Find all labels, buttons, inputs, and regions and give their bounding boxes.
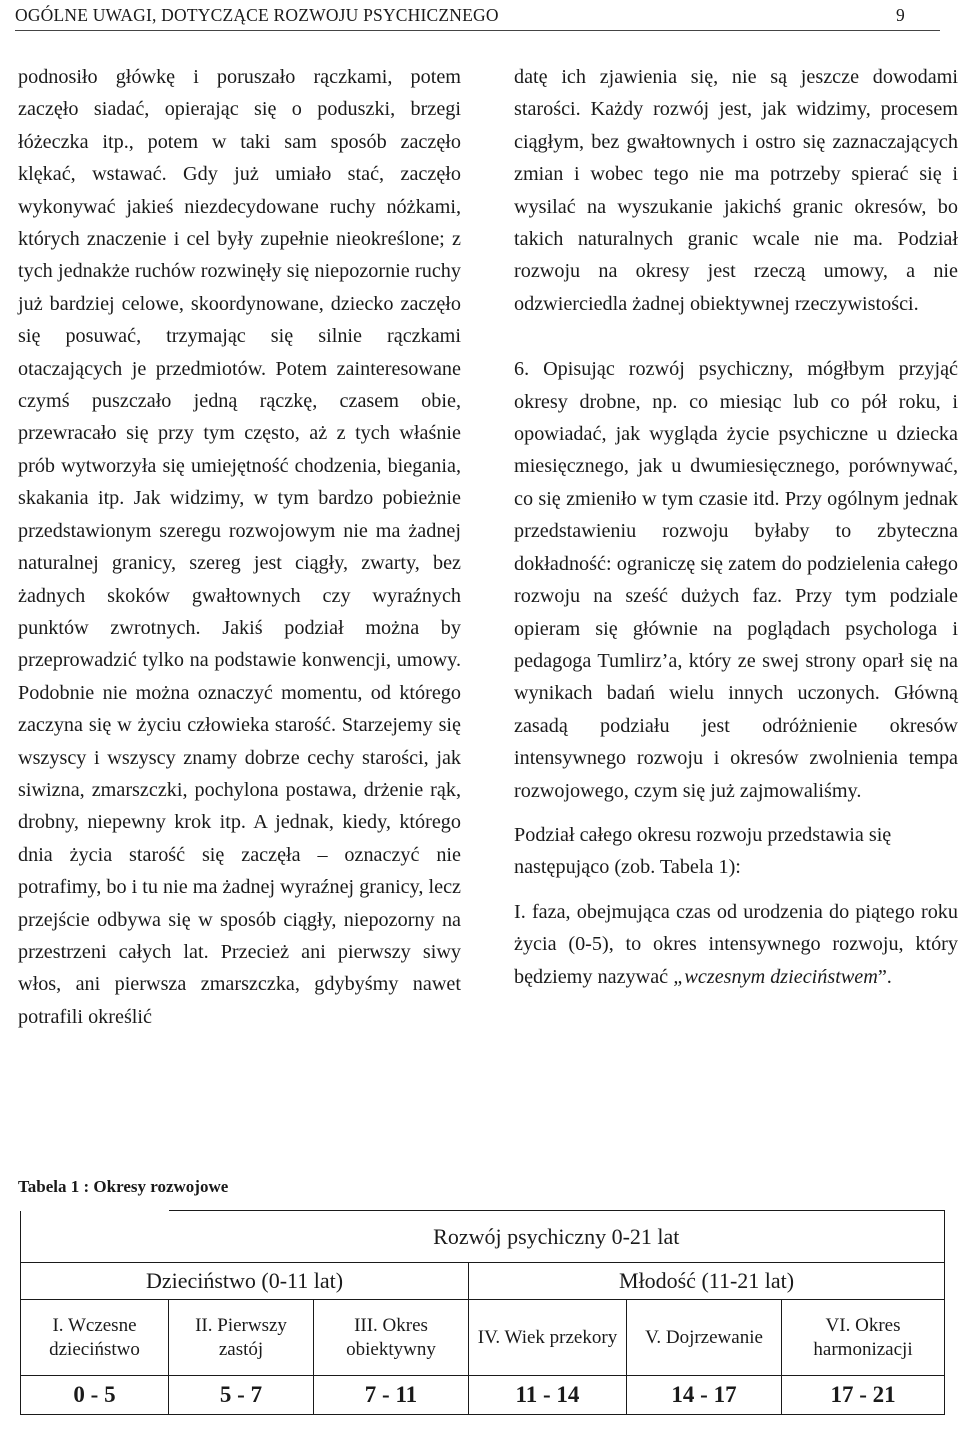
paragraph-4-text: I. faza, obejmująca czas od urodzenia do piątego roku życia (0-5), to okres intensywnego rozwoju, który będziemy nazywać: [514, 900, 958, 988]
age-cell: 14 - 17: [627, 1376, 782, 1415]
page-number: 9: [896, 5, 905, 25]
term-early-childhood: „wczesnym dzieciństwem: [673, 965, 878, 988]
table-age-row: [21, 1376, 945, 1415]
page-header: [15, 0, 940, 31]
left-paragraph: podnosiło główkę i poruszało rączkami, potem zaczęło siadać, opierając się o poduszki, brzegi łóżeczka itp., potem w taki sam sposób zaczęło klękać, wstawać. Gdy już umiało stać, zaczęło wykonywać jakieś niezdecydowane ruchy nóżkami, których znaczenie i cel były zupełnie nieokreślone; z tych jednakże ruchów rozwinęły się niepozornie ruchy już bardziej celowe, skoordynowane, dziecko zaczęło się posuwać, trzymając się silnie rączkami otaczających je przedmiotów. Potem zainteresowane czymś puszczało jedną rączkę, czasem obie, przewracało się przy tym często, aż z tych właśnie prób wytworzyła się umiejętność chodzenia, biegania, skakania itp. Jak widzimy, w tym bardzo pobieżnie przedstawionym szeregu rozwojowym nie ma żadnej naturalnej granicy, szereg jest ciągły, zwarty, bez żadnych skoków gwałtownych czy wyraźnych punktów zwrotnych. Jakiś podział można by przeprowadzić tylko na podstawie konwencji, umowy. Podobnie nie można oznaczyć momentu, od którego zaczyna się w życiu człowieka starość. Starzejemy się wszyscy i wszyscy znamy dobrze cechy starości, jak siwizna, zmarszczki, pochylona postawa, drżenie rąk, drobny, niepewny krok itp. A jednak, kiedy, którego dnia życia starość się zaczęła – oznaczyć nie potrafimy, bo i tu nie ma żadnej wyraźnej granicy, lecz przejście odbywa się w sposób ciągły, niepozorny na przestrzeni całych lat. Przecież ani pierwszy siwy włos, ani pierwsza zmarszczka, gdybyśmy nawet potrafili określić: [18, 66, 461, 1028]
main-header-cell: Rozwój psychiczny 0-21 lat: [169, 1211, 945, 1263]
development-periods-table: [20, 1210, 945, 1415]
age-cell: 5 - 7: [169, 1376, 314, 1415]
right-paragraph-2: 6. Opisując rozwój psychiczny, mógłbym przyjąć okresy drobne, np. co miesiąc lub co pół roku, i opowiadać, jak wygląda życie psychiczne u dziecka miesięcznego, jak u dwumiesięcznego, porównywać, co się zmieniło w tym czasie itd. Przy ogólnym jednak przedstawieniu rozwoju byłaby to zbyteczna dokładność: ograniczę się zatem do podzielenia całego rozwoju na sześć dużych faz. Przy tym podziale opieram się głównie na poglądach psychologa i pedagoga Tumlirz’a, który ze swej strony oparł się na wynikach badań wielu innych uczonych. Główną zasadą podziału jest odróżnienie okresów intensywnego rozwoju i okresów zwolnienia tempa rozwojowego, czym się już zajmowaliśmy.: [514, 358, 958, 802]
stage-cell: I. Wczesne dzieciństwo: [21, 1300, 169, 1376]
age-cell: 17 - 21: [782, 1376, 945, 1415]
table-caption: Tabela 1 : Okresy rozwojowe: [18, 1177, 229, 1196]
left-column: [18, 61, 461, 1033]
stage-cell: IV. Wiek przekory: [469, 1300, 627, 1376]
table-blank-cell: [21, 1211, 169, 1263]
age-cell: 0 - 5: [21, 1376, 169, 1415]
age-cell: 11 - 14: [469, 1376, 627, 1415]
right-column: [514, 61, 958, 993]
stage-cell: V. Dojrzewanie: [627, 1300, 782, 1376]
stage-cell: VI. Okres harmonizacji: [782, 1300, 945, 1376]
stage-cell: II. Pierwszy zastój: [169, 1300, 314, 1376]
right-paragraph-1: datę ich zjawienia się, nie są jeszcze dowodami starości. Każdy rozwój jest, jak widzimy, procesem ciągłym, bez gwałtownych i ostro się zaznaczających zmian i wobec tego nie ma potrzeby spierać się i wysilać na wyszukanie jakichś granic okresów, bo takich naturalnych granic wcale nie ma. Podział rozwoju na okresy jest rzeczą umowy, a nie odzwierciedla żadnej obiektywnej rzeczywistości.: [514, 66, 958, 315]
group-youth: Młodość (11-21 lat): [469, 1263, 945, 1300]
stage-cell: III. Okres obiektywny: [314, 1300, 469, 1376]
table-stage-row: [21, 1300, 945, 1376]
right-paragraph-4: [514, 896, 958, 993]
age-cell: 7 - 11: [314, 1376, 469, 1415]
table-group-row: [21, 1263, 945, 1300]
group-childhood: Dzieciństwo (0-11 lat): [21, 1263, 469, 1300]
paragraph-4-end: ”.: [877, 965, 892, 988]
running-title: OGÓLNE UWAGI, DOTYCZĄCE ROZWOJU PSYCHICZNEGO: [15, 5, 499, 25]
right-paragraph-3: Podział całego okresu rozwoju przedstawia się następująco (zob. Tabela 1):: [514, 823, 892, 879]
table-main-header-row: [21, 1211, 945, 1263]
